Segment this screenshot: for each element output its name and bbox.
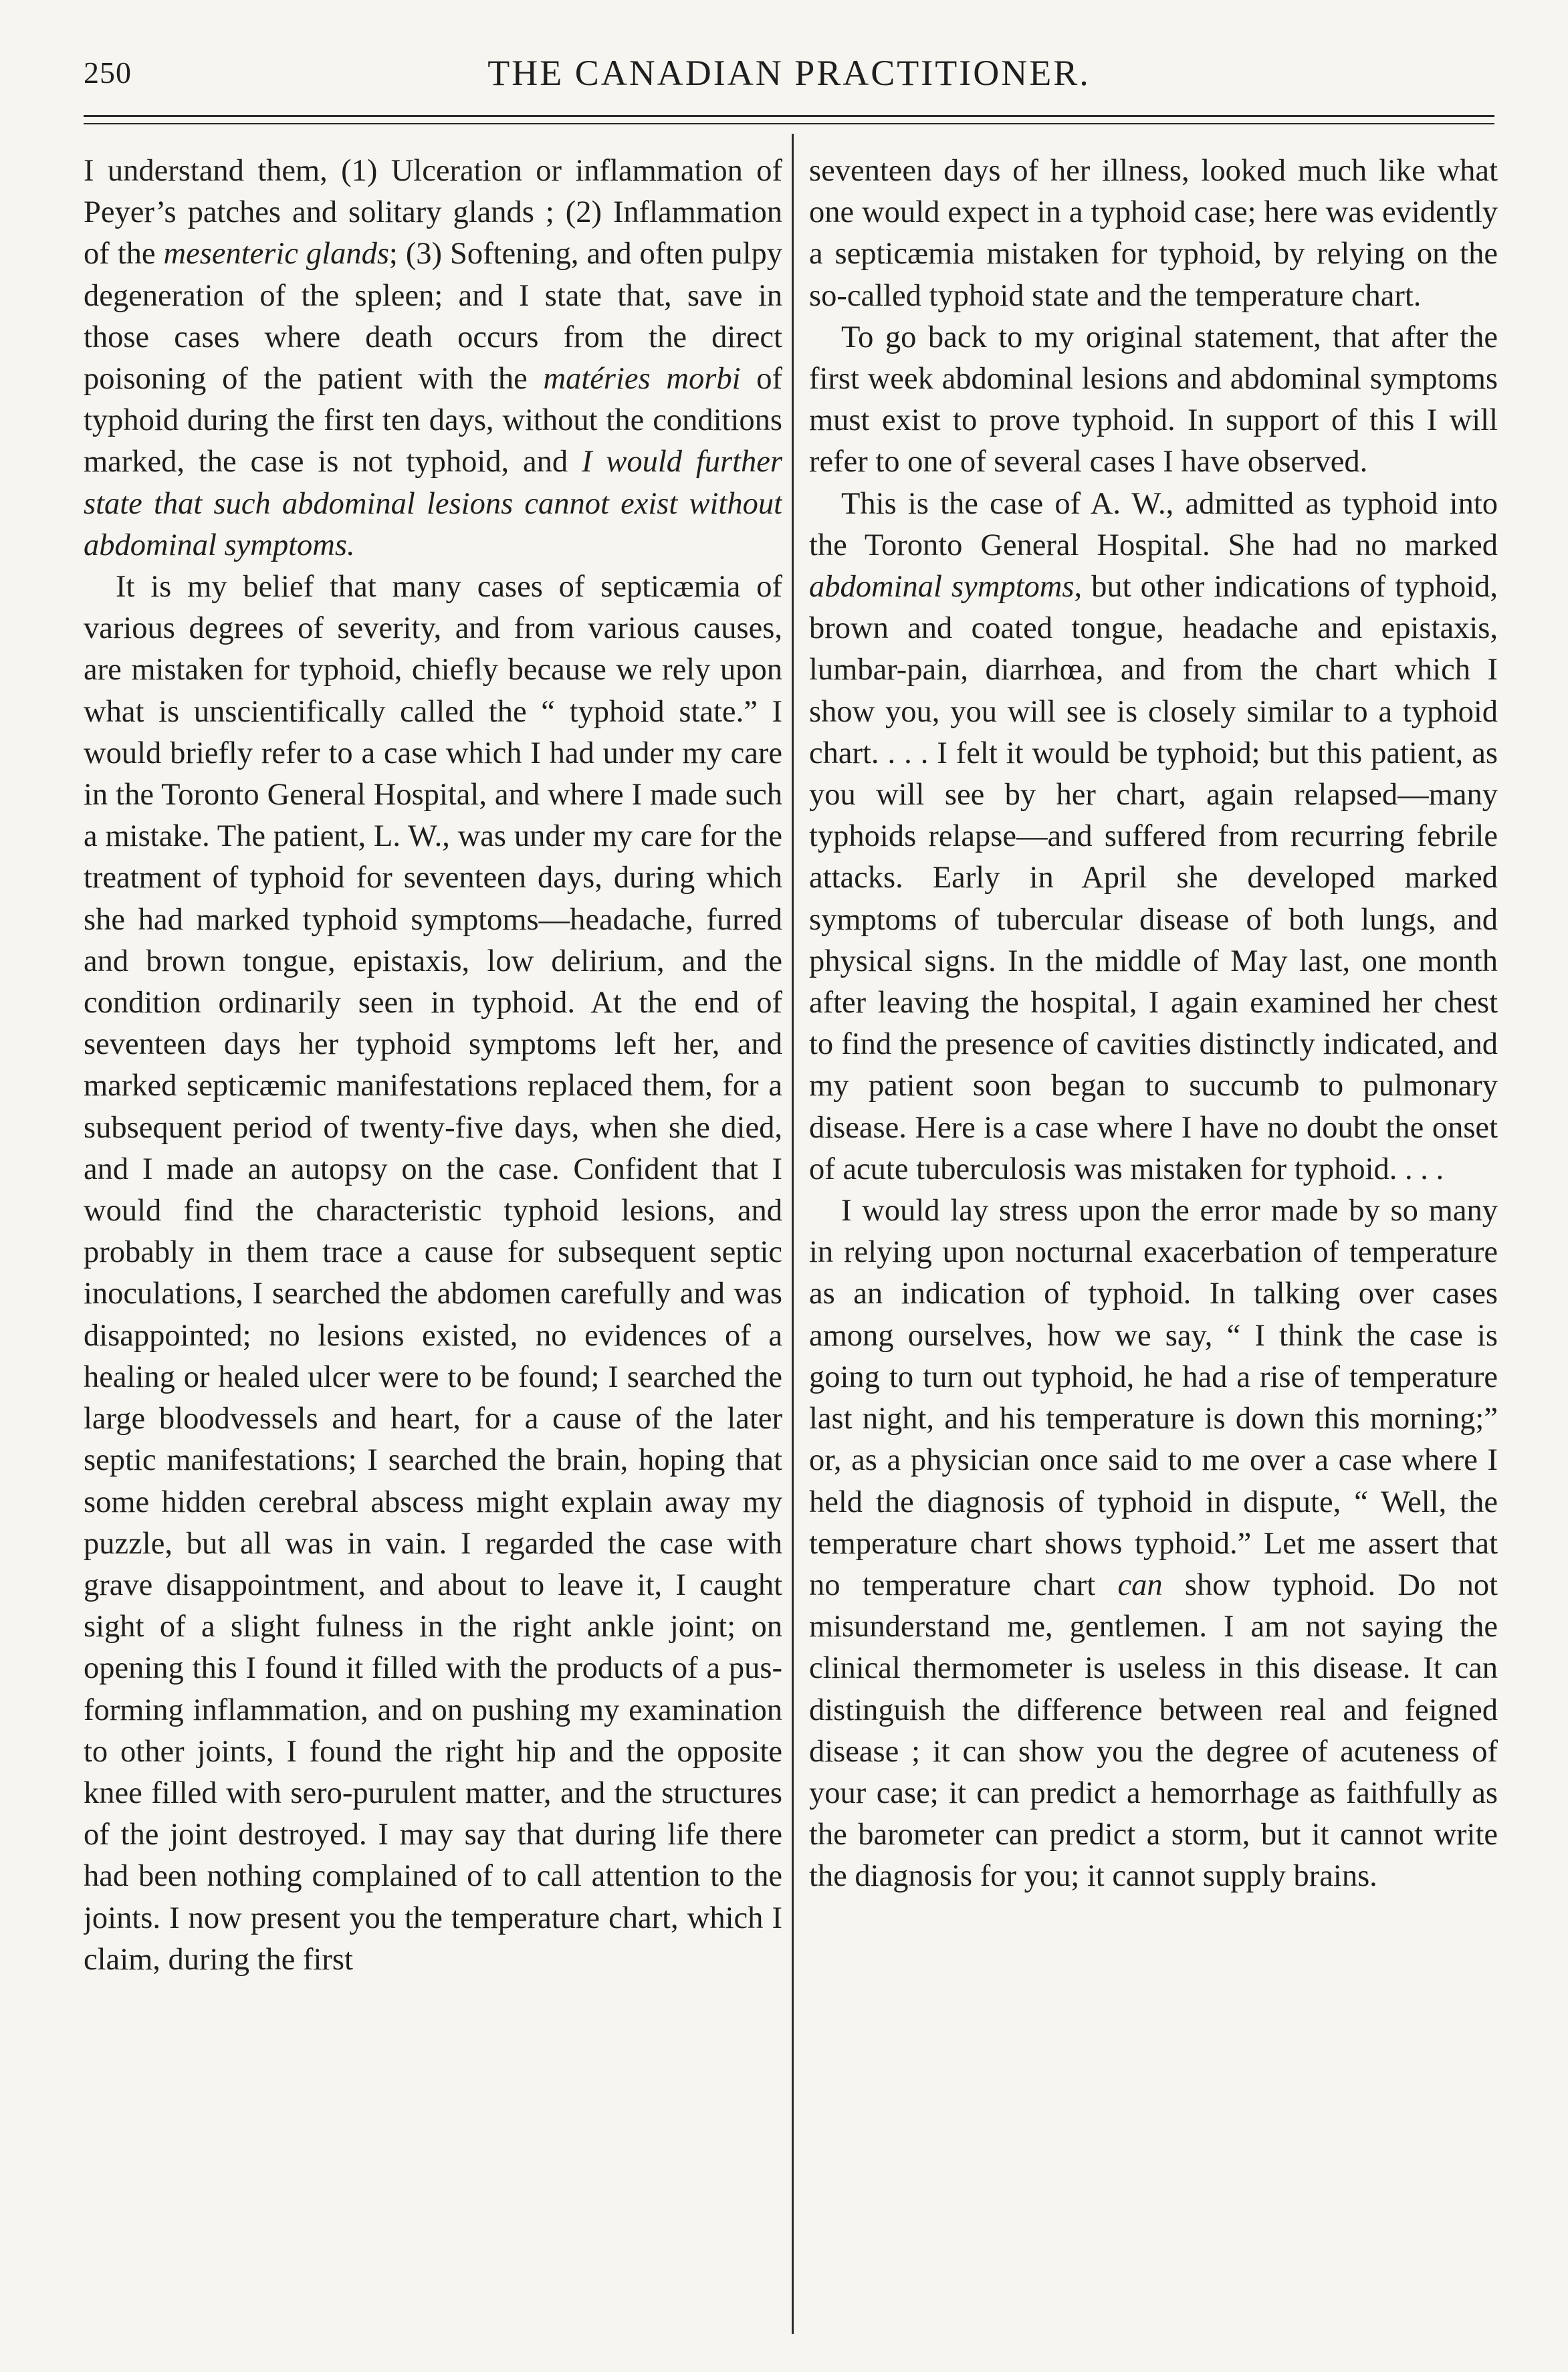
right-paragraph-4 [809,1190,1498,1897]
left-column [84,150,782,2331]
left-paragraph-1 [84,150,782,566]
italic-run: mesenteric glands [163,237,389,272]
italic-run: matéries morbi [543,362,741,397]
left-paragraph-2: It is my belief that many cases of septicæmia of various degrees of severity, and from various causes, are mistaken for typhoid, chiefly because we rely upon what is unscientifically called the “ typhoid state.” I would briefly refer to a case which I had under my care in the Toronto General Hospital, and where I made such a mistake. The patient, L. W., was under my care for the treatment of typhoid for seventeen days, during which she had marked typhoid symptoms—headache, furred and brown tongue, epistaxis, low delirium, and the condition ordinarily seen in typhoid. At the end of seventeen days her typhoid symptoms left her, and marked septicæmic manifestations replaced them, for a subsequent period of twenty-five days, when she died, and I made an autopsy on the case. Confident that I would find the characteristic typhoid lesions, and probably in them trace a cause for subsequent septic inoculations, I searched the abdomen carefully and was disappointed; no lesions existed, no evidences of a healing or healed ulcer were to be found; I searched the large bloodvessels and heart, for a cause of the later septic manifestations; I searched the brain, hoping that some hidden cerebral abscess might explain away my puzzle, but all was in vain. I regarded the case with grave disappointment, and about to leave it, I caught sight of a slight fulness in the right ankle joint; on opening this I found it filled with the products of a pus-forming inflammation, and on pushing my examination to other joints, I found the right hip and the opposite knee filled with sero-purulent matter, and the structures of the joint destroyed. I may say that during life there had been nothing complained of to call attention to the joints. I now present you the temperature chart, which I claim, during the first [84,570,782,1977]
column-divider [792,134,794,2334]
right-column [809,150,1498,2331]
text-run: I would lay stress upon the error made by so many in relying upon nocturnal exacerbation of temperature as an indication of typhoid. In talking over cases among ourselves, how we say, “ I think the case is going to turn out typhoid, he had a rise of temperature last night, and his temperature is down this morning;” or, as a physician once said to me over a case where I held the diagnosis of typhoid in dispute, “ Well, the temperature chart shows typhoid.” Let me assert that no temperature chart [809,1194,1498,1602]
text-run: of typhoid during the first ten days, without the conditions marked, the case is not typhoid, and [84,362,782,479]
header-rule-top [84,115,1494,117]
text-run: , but other indications of typhoid, brown and coated tongue, headache and epistaxis, lumbar-pain, diarrhœa, and from the chart which I show you, you will see is closely similar to a typhoid chart. . . . I felt it would be typhoid; but this patient, as you will see by her chart, again relapsed—many typhoids relapse—and suffered from recurring febrile attacks. Early in April she developed marked symptoms of tubercular disease of both lungs, and physical signs. In the middle of May last, one month after leaving the hospital, I again examined her chest to find the presence of cavities distinctly indicated, and my patient soon began to succumb to pulmonary disease. Here is a case where I have no doubt the onset of acute tuberculosis was mistaken for typhoid. . . . [809,570,1498,1186]
journal-title: THE CANADIAN PRACTITIONER. [487,53,1091,93]
header-rule-bottom [84,123,1494,124]
italic-run: can [1117,1568,1163,1602]
text-run: ; (3) Softening, and often pulpy degeneration of the spleen; and I state that, save in those cases where death occurs from the direct poisoning of the patient with the [84,237,782,397]
right-paragraph-2: To go back to my original statement, that after the first week abdominal lesions and abdominal symptoms must exist to prove typhoid. In support of this I will refer to one of several cases I have observed. [809,320,1498,479]
text-run: I understand them, (1) Ulceration or inflammation of Peyer’s patches and solitary glands ; (2) Inflammation of the [84,154,782,272]
page-header [84,47,1494,107]
page-number: 250 [84,56,132,90]
right-paragraph-3 [809,483,1498,1190]
text-run: This is the case of A. W., admitted as typhoid into the Toronto General Hospital. She had no marked [809,486,1498,562]
italic-run: abdominal symptoms [809,570,1075,605]
italic-run: I would further state that such abdominal lesions cannot exist without abdominal symptoms. [84,445,782,562]
right-paragraph-1: seventeen days of her illness, looked much like what one would expect in a typhoid case; here was evidently a septicæmia mistaken for typhoid, by relying on the so-called typhoid state and the temperature chart. [809,154,1498,313]
text-run: show typhoid. Do not misunderstand me, gentlemen. I am not saying the clinical thermometer is useless in this disease. It can distinguish the difference between real and feigned disease ; it can show you the degree of acuteness of your case; it can predict a hemorrhage as faithfully as the barometer can predict a storm, but it cannot write the diagnosis for you; it cannot supply brains. [809,1568,1498,1894]
